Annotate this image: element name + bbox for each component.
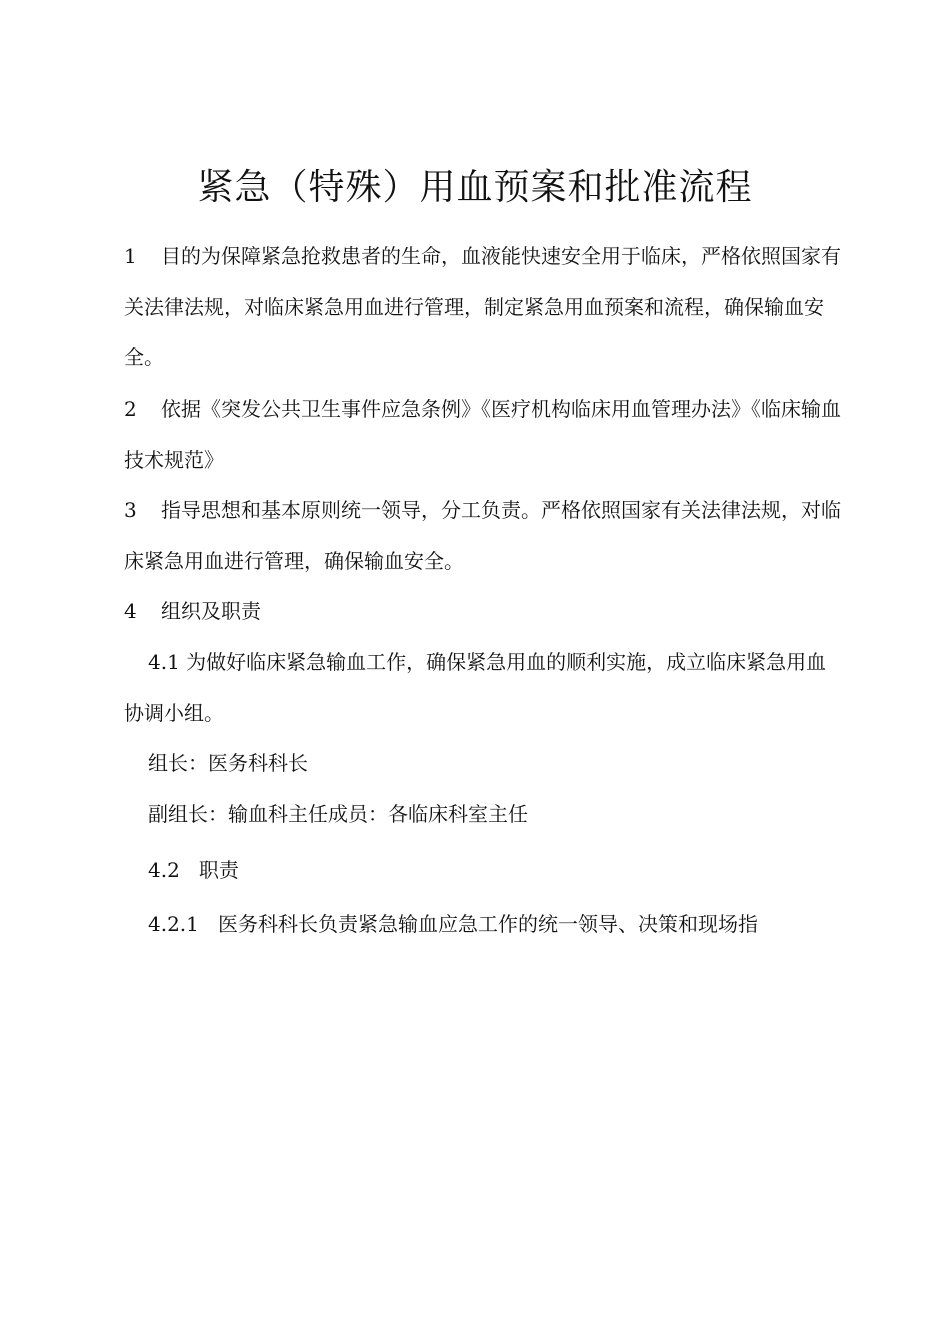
leader-line: 组长：医务科科长 xyxy=(148,751,308,775)
subsection-4-2-1 xyxy=(148,899,758,950)
subsection-text: 为做好临床紧急输血工作，确保紧急用血的顺利实施，成立临床紧急用血协调小组。 xyxy=(124,650,827,725)
deputy-line: 副组长：输血科主任成员：各临床科室主任 xyxy=(148,802,528,826)
section-text: 依据《突发公共卫生事件应急条例》《医疗机构临床用血管理办法》《临床输血技术规范》 xyxy=(124,397,841,472)
section-text: 组织及职责 xyxy=(161,599,261,623)
section-text: 指导思想和基本原则统一领导，分工负责。严格依照国家有关法律法规，对临床紧急用血进行管理，确保输血安全。 xyxy=(124,498,841,573)
subsection-number: 4.2.1 xyxy=(148,912,199,936)
subsection-text: 职责 xyxy=(198,858,239,882)
section-4 xyxy=(124,586,844,637)
section-number: 2 xyxy=(124,397,137,421)
subsection-4-2 xyxy=(148,845,239,896)
section-1 xyxy=(124,231,844,383)
document-title: 紧急（特殊）用血预案和批准流程 xyxy=(197,167,753,208)
section-text: 目的为保障紧急抢救患者的生命，血液能快速安全用于临床，严格依照国家有关法律法规，对临床紧急用血进行管理，制定紧急用血预案和流程，确保输血安全。 xyxy=(124,244,841,369)
subsection-number: 4.2 xyxy=(148,858,180,882)
section-3 xyxy=(124,485,844,586)
section-number: 4 xyxy=(124,599,137,623)
subsection-number: 4.1 xyxy=(148,650,180,674)
section-number: 1 xyxy=(124,244,137,268)
subsection-text: 医务科科长负责紧急输血应急工作的统一领导、决策和现场指 xyxy=(217,912,758,936)
section-2 xyxy=(124,384,844,485)
subsection-4-1 xyxy=(124,637,844,738)
section-number: 3 xyxy=(124,498,137,522)
